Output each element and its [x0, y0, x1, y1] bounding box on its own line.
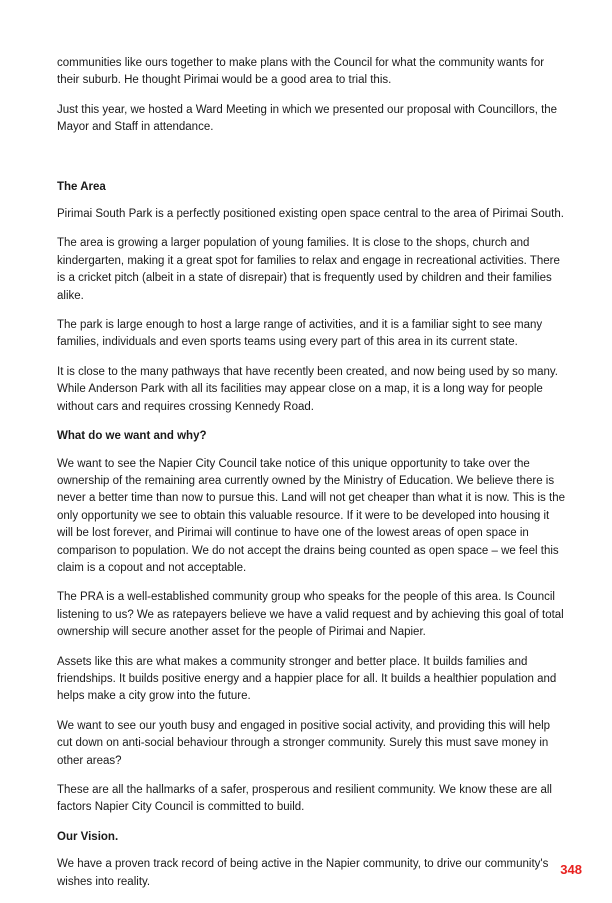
area-paragraph-1: Pirimai South Park is a perfectly positioned existing open space central to the area of Pirimai South. [57, 208, 564, 221]
area-paragraph-4: It is close to the many pathways that have recently been created, and now being used by so many. While Anderson Park with all its facilities may appear close on a map, it is a long way for people without cars and requires crossing Kennedy Road. [57, 365, 558, 413]
want-paragraph-3: Assets like this are what makes a community stronger and better place. It builds families and friendships. It builds positive energy and a happier place for all. It builds a healthier population and helps make a city grow into the future. [57, 655, 557, 703]
intro-paragraph-1: communities like ours together to make plans with the Council for what the community wants for their suburb. He thought Pirimai would be a good area to trial this. [57, 57, 545, 87]
section-heading-what-do-we-want: What do we want and why? [57, 430, 207, 443]
vision-paragraph-1: We have a proven track record of being active in the Napier community, to drive our community's wishes into reality. [57, 858, 549, 888]
section-heading-our-vision: Our Vision. [57, 830, 119, 843]
want-paragraph-1: We want to see the Napier City Council take notice of this unique opportunity to take over the ownership of the remaining area currently owned by the Ministry of Education. We believe there is never a better time than now to pursue this. Land will not get cheaper than what it is now. This is the only opportunity we see to obtain this valuable resource. If it were to be developed into housing it will be lost forever, and Pirimai will continue to have one of the lowest areas of open space in comparison to population. We do not accept the drains being counted as open space – we feel this claim is a copout and not acceptable. [57, 457, 565, 574]
document-page [57, 55, 567, 903]
page-number: 348 [560, 862, 582, 877]
area-paragraph-3: The park is large enough to host a large range of activities, and it is a familiar sight to see many families, individuals and even sports teams using every part of this area in its current state. [57, 319, 543, 349]
want-paragraph-5: These are all the hallmarks of a safer, prosperous and resilient community. We know these are all factors Napier City Council is committed to build. [57, 784, 552, 814]
want-paragraph-2: The PRA is a well-established community group who speaks for the people of this area. Is Council listening to us? We as ratepayers believe we have a valid request and by achieving this goal of total ownership will secure another asset for the people of Pirimai and Napier. [57, 591, 564, 639]
area-paragraph-2: The area is growing a larger population of young families. It is close to the shops, church and kindergarten, making it a great spot for families to relax and engage in recreational activities. There is a cricket pitch (albeit in a state of disrepair) that is frequently used by children and their families alike. [57, 237, 560, 302]
section-heading-the-area: The Area [57, 180, 106, 193]
want-paragraph-4: We want to see our youth busy and engaged in positive social activity, and providing this will help cut down on anti-social behaviour through a stronger community. Surely this must save money in other areas? [57, 719, 551, 767]
intro-paragraph-2: Just this year, we hosted a Ward Meeting in which we presented our proposal with Councillors, the Mayor and Staff in attendance. [57, 103, 558, 134]
